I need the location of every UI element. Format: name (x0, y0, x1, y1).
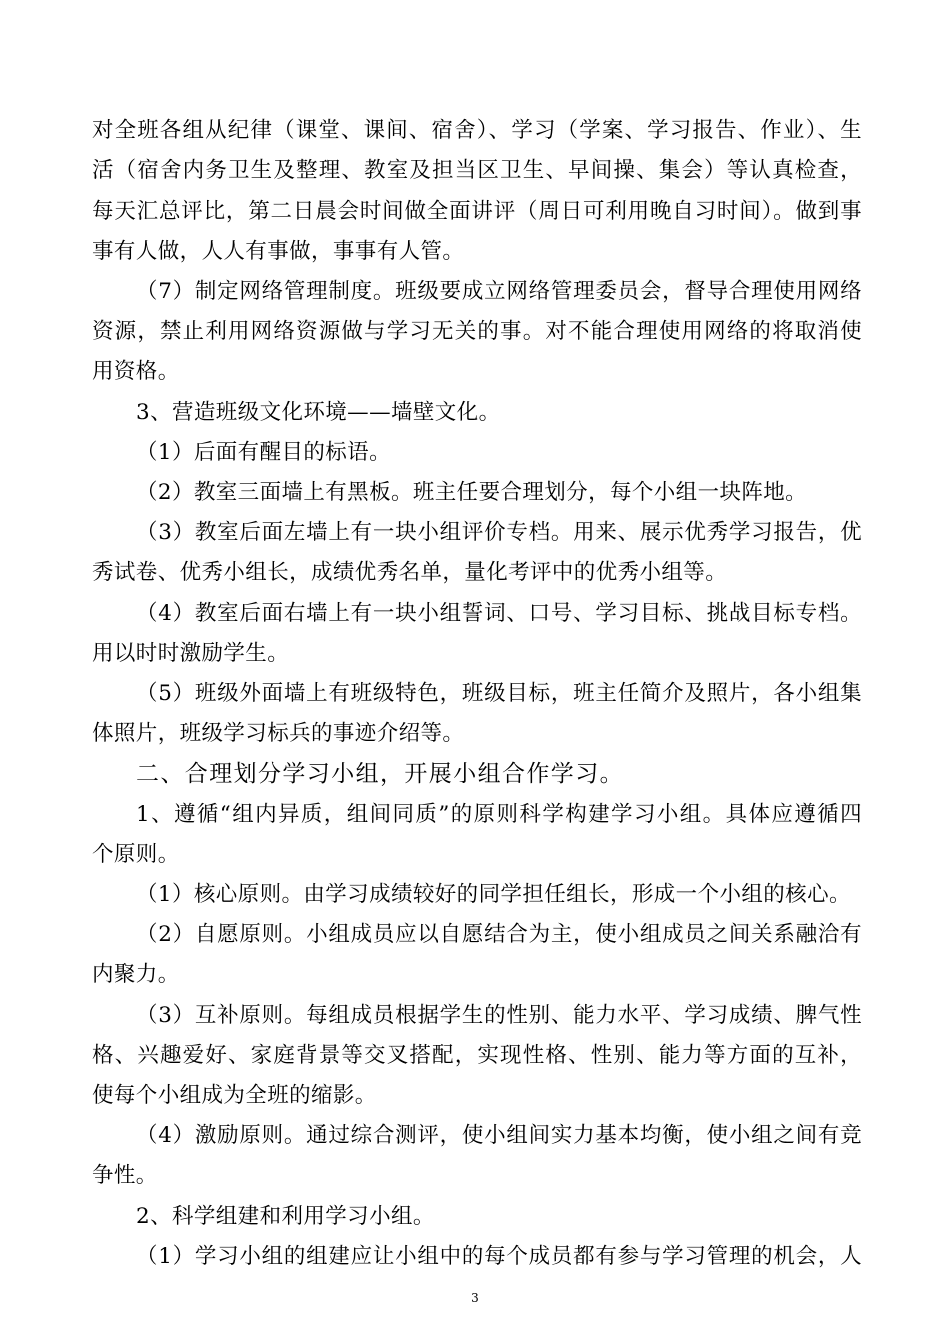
paragraph-line: （3）互补原则。每组成员根据学生的性别、能力水平、学习成绩、脾气性 (136, 1003, 862, 1028)
paragraph-line: （4）教室后面右墙上有一块小组誓词、口号、学习目标、挑战目标专档。 (136, 601, 862, 626)
paragraph-line: 1、遵循“组内异质，组间同质”的原则科学构建学习小组。具体应遵循四 (136, 802, 862, 827)
paragraph-line: （4）激励原则。通过综合测评，使小组间实力基本均衡，使小组之间有竞 (136, 1123, 862, 1148)
section-heading: 2、科学组建和利用学习小组。 (136, 1204, 435, 1229)
paragraph-line: 格、兴趣爱好、家庭背景等交叉搭配，实现性格、性别、能力等方面的互补， (92, 1043, 862, 1068)
section-heading: 3、营造班级文化环境——墙壁文化。 (136, 400, 501, 425)
paragraph-line: （7）制定网络管理制度。班级要成立网络管理委员会，督导合理使用网络 (136, 279, 862, 304)
paragraph-line: 对全班各组从纪律（课堂、课间、宿舍）、学习（学案、学习报告、作业）、生 (92, 118, 862, 143)
paragraph-line: （5）班级外面墙上有班级特色，班级目标，班主任简介及照片，各小组集 (136, 681, 862, 706)
paragraph-line: （3）教室后面左墙上有一块小组评价专档。用来、展示优秀学习报告，优 (136, 520, 862, 545)
paragraph-line: 用资格。 (92, 359, 180, 384)
paragraph-line: 活（宿舍内务卫生及整理、教室及担当区卫生、早间操、集会）等认真检查， (92, 158, 862, 183)
paragraph-line: （1）后面有醒目的标语。 (136, 440, 391, 465)
paragraph-line: （1）学习小组的组建应让小组中的每个成员都有参与学习管理的机会，人 (136, 1244, 862, 1269)
paragraph-line: （2）自愿原则。小组成员应以自愿结合为主，使小组成员之间关系融洽有 (136, 922, 862, 947)
paragraph-line: （2）教室三面墙上有黑板。班主任要合理划分，每个小组一块阵地。 (136, 480, 808, 505)
page-number: 3 (471, 1291, 479, 1305)
paragraph-line: 个原则。 (92, 842, 180, 867)
paragraph-line: 争性。 (92, 1163, 158, 1188)
paragraph-line: 每天汇总评比，第二日晨会时间做全面讲评（周日可利用晚自习时间）。做到事 (92, 199, 862, 224)
paragraph-line: 体照片，班级学习标兵的事迹介绍等。 (92, 721, 465, 746)
chapter-heading: 二、合理划分学习小组，开展小组合作学习。 (136, 761, 624, 787)
paragraph-line: 事有人做，人人有事做，事事有人管。 (92, 239, 465, 264)
paragraph-line: 资源，禁止利用网络资源做与学习无关的事。对不能合理使用网络的将取消使 (92, 319, 862, 344)
paragraph-line: 秀试卷、优秀小组长，成绩优秀名单，量化考评中的优秀小组等。 (92, 560, 728, 585)
paragraph-line: （1）核心原则。由学习成绩较好的同学担任组长，形成一个小组的核心。 (136, 882, 851, 907)
paragraph-line: 使每个小组成为全班的缩影。 (92, 1083, 377, 1108)
paragraph-line: 内聚力。 (92, 962, 180, 987)
paragraph-line: 用以时时激励学生。 (92, 641, 290, 666)
